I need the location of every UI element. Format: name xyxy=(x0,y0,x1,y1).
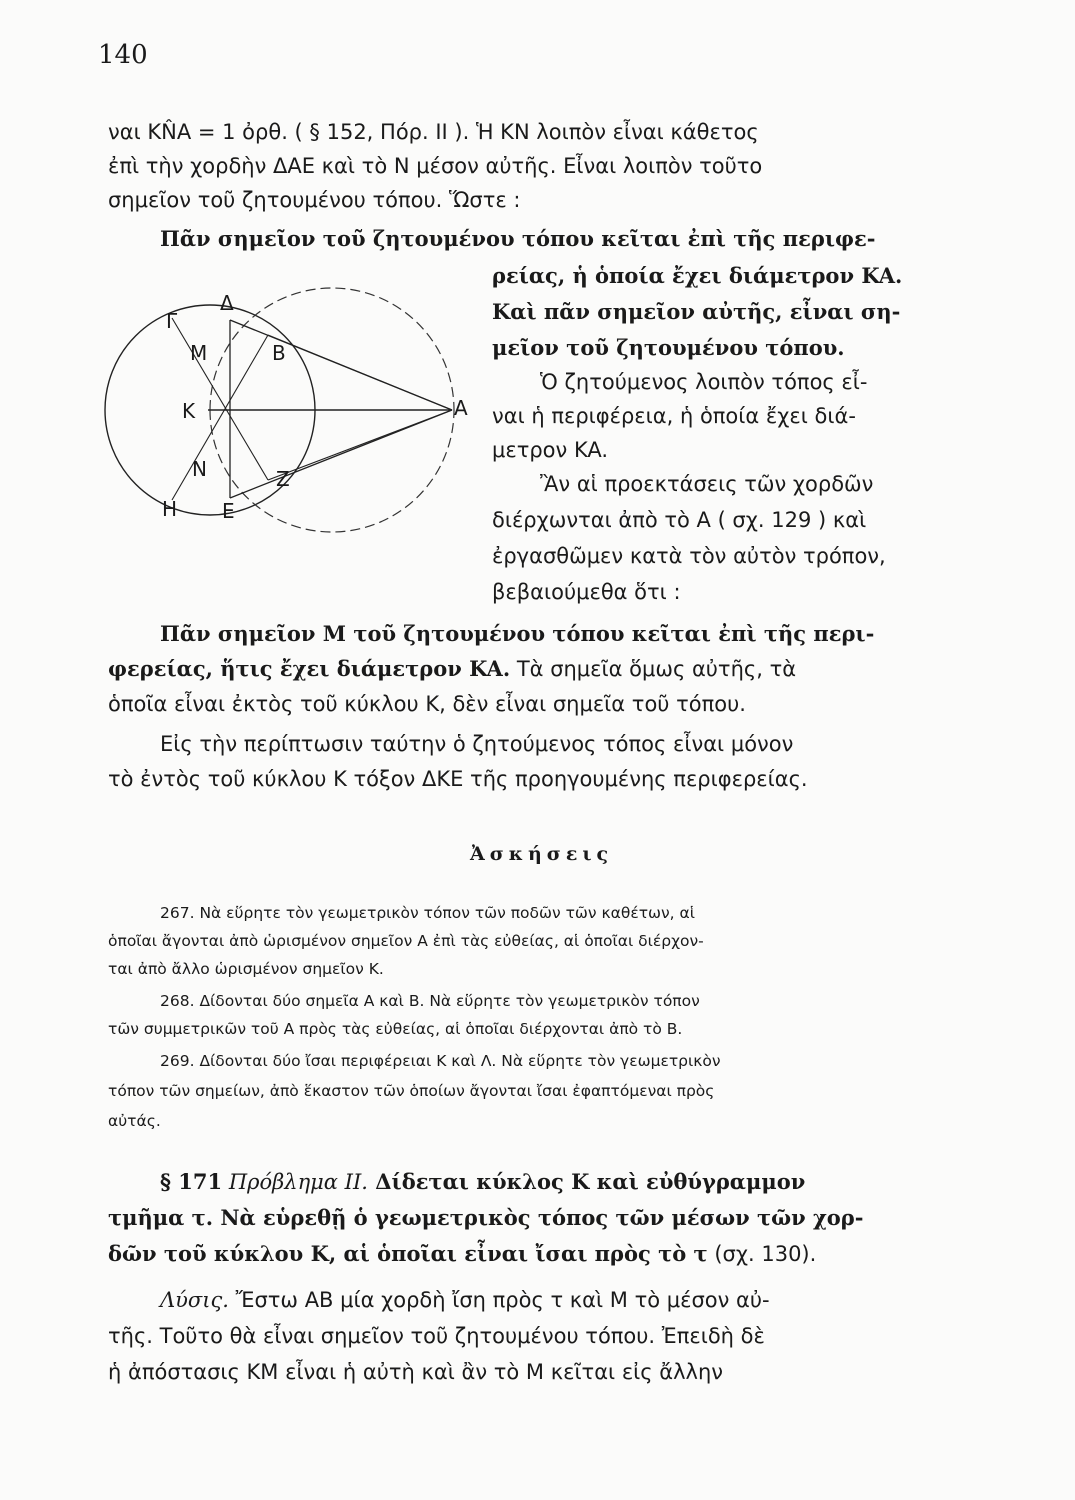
label-k: K xyxy=(182,399,196,423)
label-delta: Δ xyxy=(220,291,234,315)
theorem-line: Καὶ πᾶν σημεῖον αὐτῆς, εἶναι ση- xyxy=(492,299,901,324)
exercise-line: τόπον τῶν σημείων, ἀπὸ ἕκαστον τῶν ὁποίων ἄγονται ἴσαι ἐφαπτόμεναι πρὸς xyxy=(108,1082,715,1100)
text-fragment: Τὰ σημεῖα ὅμως αὐτῆς, τὰ xyxy=(510,657,797,681)
geometry-figure xyxy=(100,280,480,540)
text-line: τὸ ἐντὸς τοῦ κύκλου K τόξον ΔKE τῆς προηγουμένης περιφερείας. xyxy=(108,767,808,791)
text-line: Ἂν αἱ προεκτάσεις τῶν χορδῶν xyxy=(540,472,874,496)
text-line: διέρχωνται ἀπὸ τὸ A ( σχ. 129 ) καὶ xyxy=(492,508,867,532)
exercises-heading: Ἀσκήσεις xyxy=(470,843,614,865)
text-line: Ὁ ζητούμενος λοιπὸν τόπος εἶ- xyxy=(540,370,868,394)
label-b: B xyxy=(272,341,286,365)
text-line: Εἰς τὴν περίπτωσιν ταύτην ὁ ζητούμενος τόπος εἶναι μόνον xyxy=(160,732,794,756)
text-line: ἐπὶ τὴν χορδὴν ΔΑΕ καὶ τὸ N μέσον αὐτῆς. Εἶναι λοιπὸν τοῦτο xyxy=(108,154,763,178)
text-line: ναι ἡ περιφέρεια, ἡ ὁποία ἔχει διά- xyxy=(492,404,856,428)
text-line: ναι KN̂A = 1 ὀρθ. ( § 152, Πόρ. II ). Ἡ KN λοιπὸν εἶναι κάθετος xyxy=(108,120,759,144)
text-fragment: (σχ. 130). xyxy=(707,1242,817,1266)
label-z: Z xyxy=(276,467,290,491)
problem-line: τμῆμα τ. Νὰ εὑρεθῇ ὁ γεωμετρικὸς τόπος τῶν μέσων τῶν χορ- xyxy=(108,1205,864,1230)
text-line: μετρον KA. xyxy=(492,438,609,462)
label-m: M xyxy=(190,341,208,365)
label-h: H xyxy=(162,497,178,521)
text-line: τῆς. Τοῦτο θὰ εἶναι σημεῖον τοῦ ζητουμένου τόπου. Ἐπειδὴ δὲ xyxy=(108,1324,765,1348)
label-gamma: Γ xyxy=(166,309,178,333)
theorem-line: μεῖον τοῦ ζητουμένου τόπου. xyxy=(492,335,845,360)
problem-fragment: δῶν τοῦ κύκλου K, αἱ ὁποῖαι εἶναι ἴσαι πρὸς τὸ τ xyxy=(108,1241,708,1266)
section-number: § 171 xyxy=(160,1169,223,1194)
chord-za xyxy=(268,410,452,480)
text-line: ἡ ἀπόστασις KM εἶναι ἡ αὐτὴ καὶ ἂν τὸ M κεῖται εἰς ἄλλην xyxy=(108,1360,724,1384)
circle-ka xyxy=(210,288,454,410)
theorem-fragment: φερείας, ἥτις ἔχει διάμετρον KA. xyxy=(108,656,511,681)
exercise-line: ται ἀπὸ ἄλλο ὡρισμένον σημεῖον K. xyxy=(108,960,384,978)
label-n: N xyxy=(192,457,207,481)
text-fragment: Ἔστω AB μία χορδὴ ἴση πρὸς τ καὶ M τὸ μέσον αὐ- xyxy=(228,1288,770,1312)
exercise-line: τῶν συμμετρικῶν τοῦ A πρὸς τὰς εὐθείας, αἱ ὁποῖαι διέρχονται ἀπὸ τὸ B. xyxy=(108,1020,683,1038)
label-a: A xyxy=(454,396,468,420)
problem-line xyxy=(160,1168,805,1196)
theorem-line: Πᾶν σημεῖον τοῦ ζητουμένου τόπου κεῖται ἐπὶ τῆς περιφε- xyxy=(160,226,876,251)
text-line: ὁποῖα εἶναι ἐκτὸς τοῦ κύκλου K, δὲν εἶναι σημεῖα τοῦ τόπου. xyxy=(108,692,746,716)
chord-ba xyxy=(268,335,452,410)
label-e: E xyxy=(222,499,235,523)
page-number: 140 xyxy=(98,40,148,70)
problem-label: Πρόβλημα II. xyxy=(228,1170,368,1194)
solution-label: Λύσις. xyxy=(160,1288,229,1312)
text-line: βεβαιούμεθα ὅτι : xyxy=(492,580,681,604)
exercise-line: ὁποῖαι ἄγονται ἀπὸ ὡρισμένον σημεῖον A ἐπὶ τὰς εὐθείας, αἱ ὁποῖαι διέρχον- xyxy=(108,932,704,950)
text-line: ἐργασθῶμεν κατὰ τὸν αὐτὸν τρόπον, xyxy=(492,544,886,568)
exercise-line: 267. Νὰ εὕρητε τὸν γεωμετρικὸν τόπον τῶν ποδῶν τῶν καθέτων, αἱ xyxy=(160,904,695,922)
problem-line xyxy=(108,1240,816,1268)
solution-line xyxy=(160,1286,770,1314)
exercise-line: αὐτάς. xyxy=(108,1112,161,1130)
exercise-line: 268. Δίδονται δύο σημεῖα A καὶ B. Νὰ εὕρητε τὸν γεωμετρικὸν τόπον xyxy=(160,992,700,1010)
theorem-line: ρείας, ἡ ὁποία ἔχει διάμετρον KA. xyxy=(492,263,903,288)
exercise-line: 269. Δίδονται δύο ἴσαι περιφέρειαι K καὶ Λ. Νὰ εὕρητε τὸν γεωμετρικὸν xyxy=(160,1052,721,1070)
text-line xyxy=(108,655,796,683)
problem-fragment: Δίδεται κύκλος K καὶ εὐθύγραμμον xyxy=(367,1169,806,1194)
text-line: σημεῖον τοῦ ζητουμένου τόπου. Ὥστε : xyxy=(108,188,521,212)
theorem-line: Πᾶν σημεῖον M τοῦ ζητουμένου τόπου κεῖται ἐπὶ τῆς περι- xyxy=(160,621,875,646)
